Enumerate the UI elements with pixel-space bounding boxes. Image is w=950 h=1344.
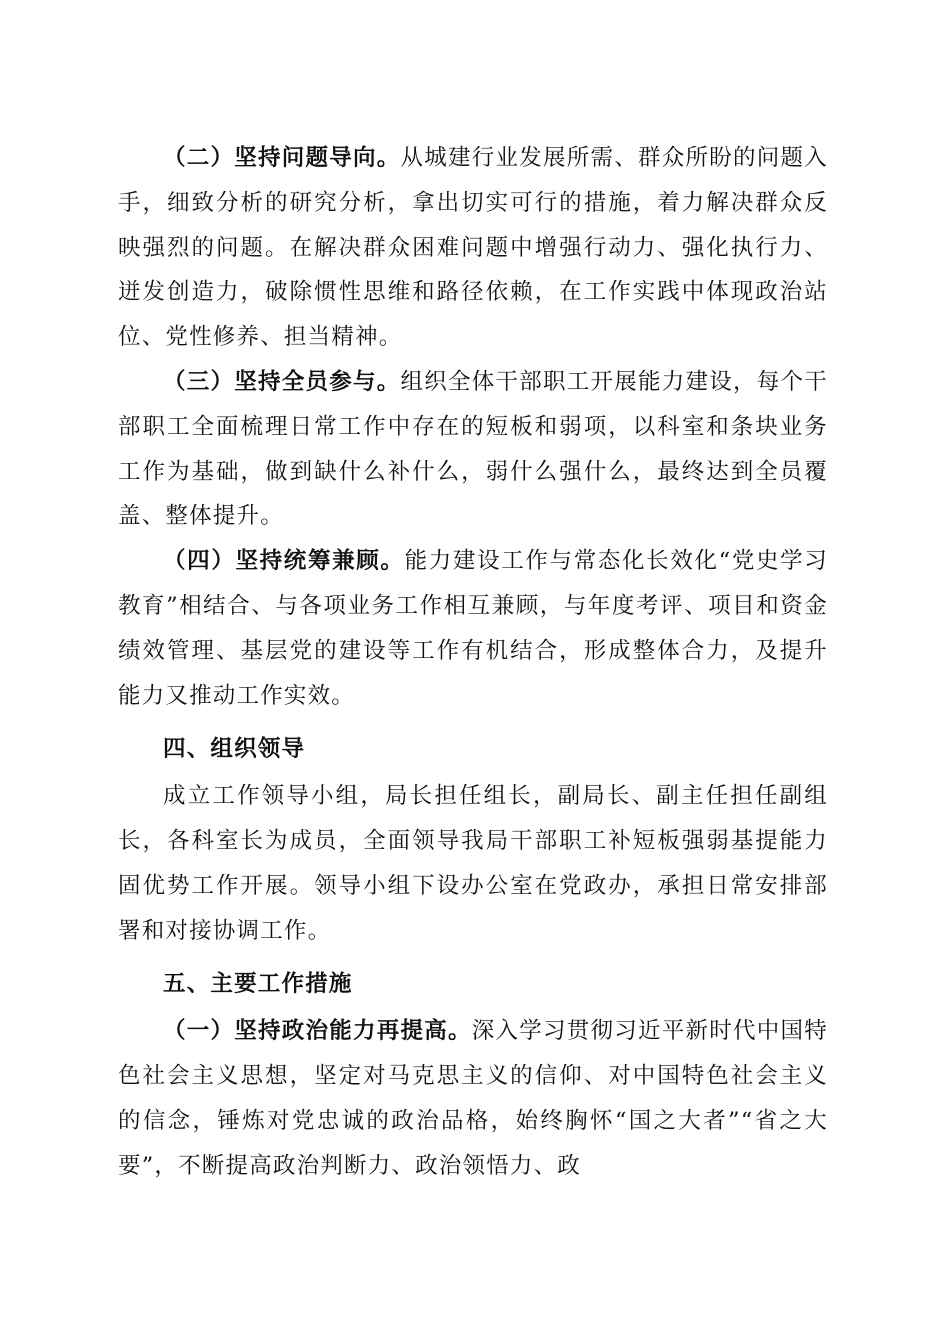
paragraph-persist-full-participation [118,360,828,539]
paragraph-body: 成立工作领导小组，局长担任组长，副局长、副主任担任副组长，各科室长为成员，全面领导我局干部职工补短板强弱基提能力固优势工作开展。领导小组下设办公室在党政办，承担日常安排部署和对接协调工作。 [118,783,828,944]
paragraph-heading: （一）坚持政治能力再提高。 [163,1018,472,1045]
paragraph-body: 深入学习贯彻习近平新时代中国特色社会主义思想，坚定对马克思主义的信仰、对中国特色社会主义的信念，锤炼对党忠诚的政治品格，始终胸怀“国之大者”“省之大要”，不断提高政治判断力、政治领悟力、政 [118,1018,828,1179]
paragraph-heading: （三）坚持全员参与。 [163,368,401,395]
paragraph-persist-overall-planning [118,539,828,718]
paragraph-heading: （四）坚持统筹兼顾。 [163,548,405,575]
paragraph-body: 从城建行业发展所需、群众所盼的问题入手，细致分析的研究分析，拿出切实可行的措施，着力解决群众反映强烈的问题。在解决群众困难问题中增强行动力、强化执行力、迸发创造力，破除惯性思维和路径依赖，在工作实践中体现政治站位、党性修养、担当精神。 [118,145,828,351]
paragraph-persist-problem-orientation [118,136,828,360]
paragraph-body: 组织全体干部职工开展能力建设，每个干部职工全面梳理日常工作中存在的短板和弱项，以科室和条块业务工作为基础，做到缺什么补什么，弱什么强什么，最终达到全员覆盖、整体提升。 [118,368,828,530]
paragraph-body: 能力建设工作与常态化长效化“党史学习教育”相结合、与各项业务工作相互兼顾，与年度考评、项目和资金绩效管理、基层党的建设等工作有机结合，形成整体合力，及提升能力又推动工作实效。 [118,548,828,709]
paragraph-heading: （二）坚持问题导向。 [163,145,401,171]
document-page [118,136,828,1188]
section-heading-main-measures: 五、主要工作措施 [163,971,353,998]
paragraph-political-capacity [118,1009,828,1188]
paragraph-leadership-group [118,774,828,953]
section-heading-organization-leadership: 四、组织领导 [163,736,306,763]
